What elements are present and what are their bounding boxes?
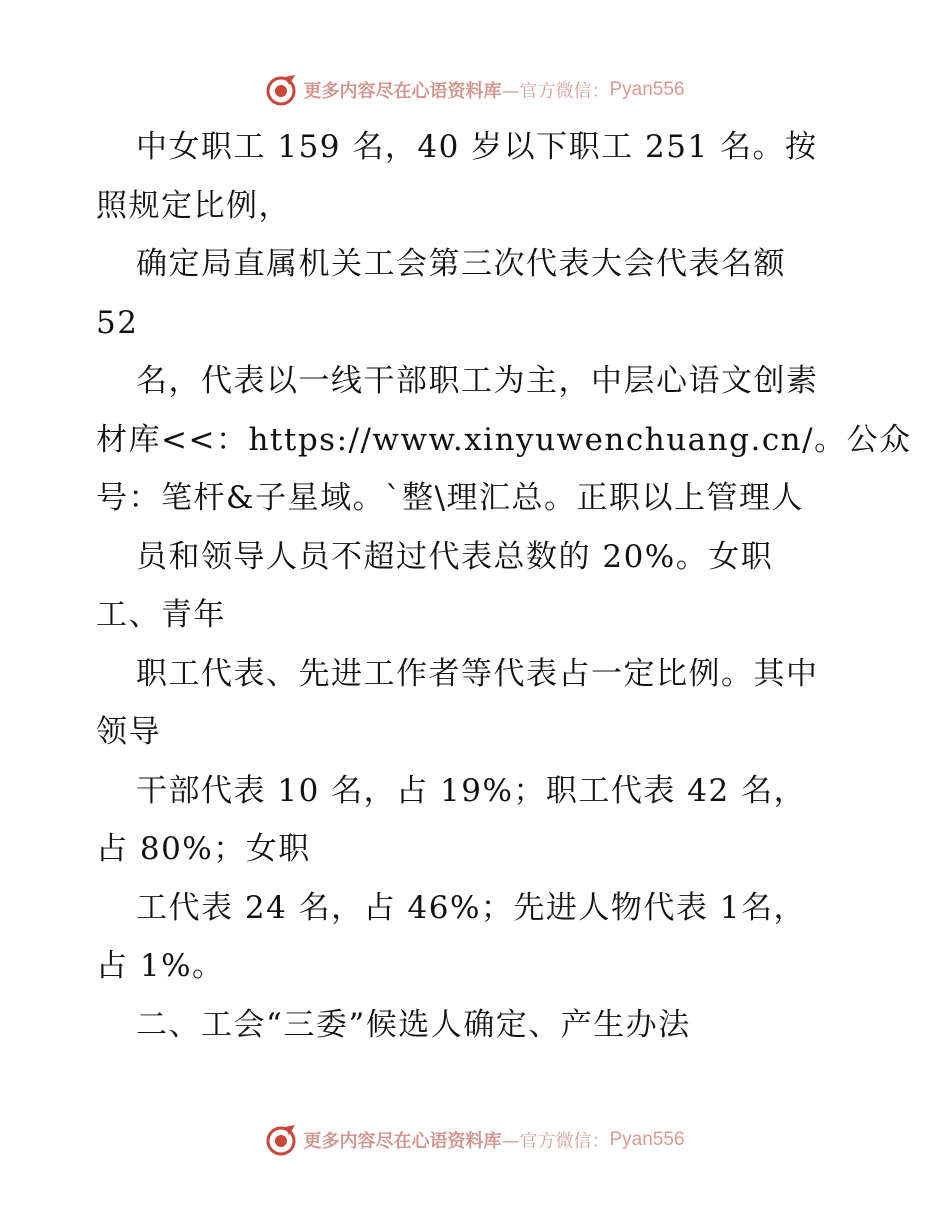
footer-wechat-id: Pyan556 [609, 1129, 685, 1150]
text-line: 工、青年 [96, 597, 226, 633]
header-separator-text: —官方微信： [501, 81, 610, 102]
document-body [96, 118, 912, 1054]
text-line: 二、工会“三委”候选人确定、产生办法 [136, 1006, 691, 1043]
header-banner [0, 70, 950, 110]
text-line: 材库<<：https://www.xinyuwenchuang.cn/。公众 [96, 421, 912, 458]
header-wechat-id: Pyan556 [609, 79, 685, 100]
text-line: 领导 [96, 714, 161, 750]
text-line: 确定局直属机关工会第三次代表大会代表名额 [136, 246, 786, 282]
footer-separator-text: —官方微信： [501, 1131, 610, 1152]
text-line: 占 1%。 [96, 948, 225, 984]
text-line: 员和领导人员不超过代表总数的 20%。女职 [136, 538, 774, 575]
brand-logo-icon [265, 1123, 299, 1157]
header-brand-text: 更多内容尽在心语资料库 [303, 81, 502, 102]
brand-logo-icon [265, 73, 299, 107]
text-line: 名，代表以一线干部职工为主，中层心语文创素 [136, 363, 819, 399]
text-line: 照规定比例， [96, 187, 291, 224]
footer-brand-text: 更多内容尽在心语资料库 [303, 1131, 502, 1152]
text-line: 工代表 24 名，占 46%；先进人物代表 1名， [136, 889, 806, 926]
footer-banner [0, 1120, 950, 1160]
text-line: 干部代表 10 名，占 19%；职工代表 42 名， [136, 772, 807, 809]
text-line: 中女职工 159 名，40 岁以下职工 251 名。按 [136, 129, 818, 165]
text-line: 号：笔杆&子星域。`整\理汇总。正职以上管理人 [96, 480, 805, 516]
text-line: 职工代表、先进工作者等代表占一定比例。其中 [136, 655, 819, 692]
text-line: 52 [96, 304, 139, 341]
text-line: 占 80%；女职 [96, 831, 311, 867]
